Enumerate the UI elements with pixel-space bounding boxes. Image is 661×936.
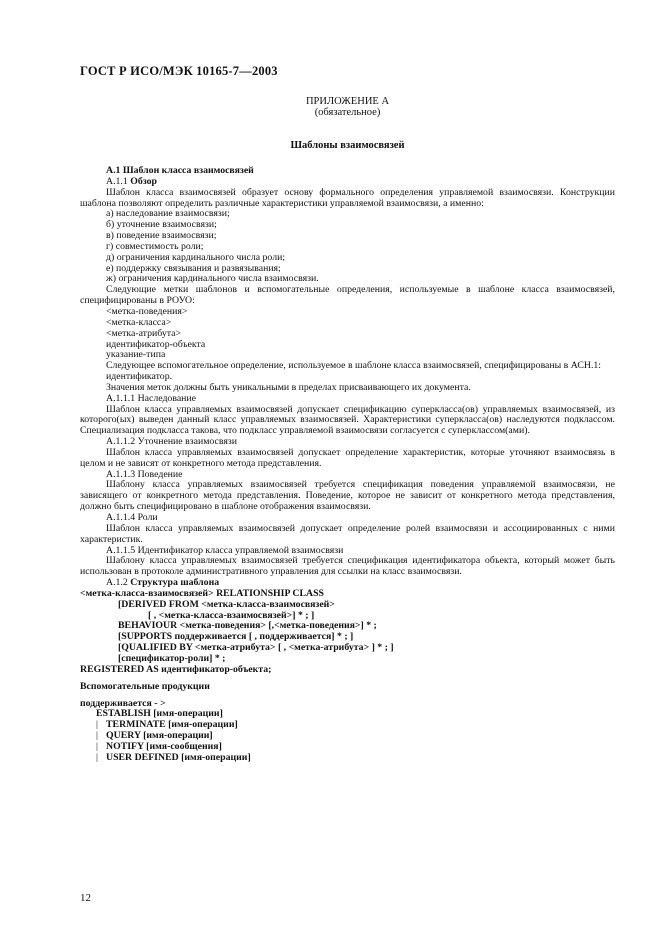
- heading-a11-title: Обзор: [130, 175, 157, 187]
- label-item: <метка-атрибута>: [106, 327, 181, 339]
- template-line: [DERIVED FROM <метка-класса-взаимосвязей>: [118, 598, 335, 610]
- appendix-subtitle: (обязательное): [314, 107, 381, 118]
- paragraph-roles: Шаблон класса управляемых взаимосвязей допускает определение ролей взаимосвязи и ассоциированных с ними характеристик.: [80, 522, 615, 545]
- heading-a115: А.1.1.5 Идентификатор класса управляемой взаимосвязи: [106, 544, 344, 556]
- aux-alt-text: USER DEFINED [имя-операции]: [106, 751, 251, 763]
- list-item: г) совместимость роли;: [106, 240, 204, 252]
- heading-a114: А.1.1.4 Роли: [106, 512, 158, 523]
- appendix-title: ПРИЛОЖЕНИЕ А: [305, 96, 390, 107]
- document-header: ГОСТ Р ИСО/МЭК 10165-7—2003: [80, 64, 278, 78]
- section-title: Шаблоны взаимосвязей: [290, 140, 405, 151]
- heading-a113: А.1.1.3 Поведение: [106, 468, 183, 480]
- label-item: указание-типа: [106, 349, 166, 361]
- paragraph-inheritance: Шаблон класса управляемых взаимосвязей допускает спецификацию суперкласса(ов) управляемых взаимосвязей, из которого(ых) выведен данный класс управляемых взаимосвязей. Характеристики суперкласса(ов) наследуются подклассом. Специализация подкласса такова, что подкласс управляемой взаимосвязи согласуется с суперклассом(ами).: [80, 403, 615, 437]
- aux-first: ESTABLISH [имя-операции]: [96, 708, 223, 720]
- page-number: 12: [80, 892, 91, 904]
- alt-bar: |: [96, 751, 98, 763]
- list-item: д) ограничения кардинального числа роли;: [106, 251, 286, 263]
- label-item: <метка-поведения>: [106, 305, 188, 317]
- paragraph-refinement: Шаблон класса управляемых взаимосвязей допускает определение характеристик, которые уточняют взаимосвязь в целом и не зависят от конкретного метода представления.: [80, 446, 615, 469]
- label-item: <метка-класса>: [106, 316, 172, 328]
- template-line: [спецификатор-роли] * ;: [118, 652, 226, 664]
- paragraph-overview: Шаблон класса взаимосвязей образует основу формального определения управляемой взаимосвязи. Конструкции шаблона позволяют определить различные характеристики управляемой взаимосвязи, а именно:: [80, 186, 615, 209]
- aux-head: поддерживается - >: [80, 697, 166, 709]
- paragraph-identifier: Шаблону класса управляемых взаимосвязей требуется спецификация идентификатора объекта, который может быть использован в протоколе административного управления для ссылки на класс взаимосвязи.: [80, 555, 615, 578]
- document-body: [80, 166, 615, 764]
- list-item: в) поведение взаимосвязи;: [106, 230, 217, 242]
- template-line: [SUPPORTS поддерживается [ , поддерживается] * ; ]: [118, 631, 354, 643]
- heading-a11-number: А.1.1: [106, 175, 128, 187]
- template-line: [QUALIFIED BY <метка-атрибута> [ , <метка-атрибута> ] * ; ]: [118, 642, 394, 654]
- paragraph-asn1: Следующее вспомогательное определение, используемое в шаблоне класса взаимосвязей, специфицированы в АСН.1:: [106, 360, 602, 372]
- aux-alt-text: NOTIFY [имя-сообщения]: [106, 740, 222, 752]
- aux-alt-text: QUERY [имя-операции]: [106, 730, 213, 742]
- alt-bar: |: [96, 719, 98, 731]
- list-item: б) уточнение взаимосвязи;: [106, 219, 217, 231]
- template-line: [ , <метка-класса-взаимосвязей>] * ; ]: [148, 609, 315, 621]
- template-line: BEHAVIOUR <метка-поведения> [,<метка-поведения>] * ;: [118, 620, 377, 632]
- heading-a12-title: Структура шаблона: [130, 577, 220, 589]
- template-line: REGISTERED AS идентификатор-объекта;: [80, 663, 272, 675]
- list-item: а) наследование взаимосвязи;: [106, 208, 230, 220]
- heading-a112: А.1.1.2 Уточнение взаимосвязи: [106, 436, 237, 448]
- paragraph-labels-intro: Следующие метки шаблонов и вспомогательные определения, используемые в шаблоне класса взаимосвязей, специфицированы в РОУО:: [80, 284, 615, 307]
- paragraph-behaviour: Шаблону класса управляемых взаимосвязей требуется спецификация поведения управляемой взаимосвязи, не зависящего от конкретного метода представления. Поведение, которое не зависит от конкретного метода представления, должно быть специфицировано в шаблоне отображения взаимосвязи.: [80, 479, 615, 513]
- paragraph-uniqueness: Значения меток должны быть уникальными в пределах присваивающего их документа.: [106, 381, 471, 393]
- list-item: е) поддержку связывания и развязывания;: [106, 262, 281, 274]
- aux-alt: [80, 753, 615, 764]
- template-line: <метка-класса-взаимосвязей> RELATIONSHIP CLASS: [80, 587, 324, 599]
- heading-a12-number: А.1.2: [106, 577, 128, 589]
- list-item: ж) ограничения кардинального числа взаимосвязи.: [106, 273, 319, 285]
- aux-alt-text: TERMINATE [имя-операции]: [106, 719, 238, 731]
- asn1-item: идентификатор.: [106, 371, 173, 383]
- alt-bar: |: [96, 740, 98, 752]
- aux-title: Вспомогательные продукции: [80, 680, 210, 692]
- label-item: идентификатор-объекта: [106, 338, 206, 350]
- heading-a111: А.1.1.1 Наследование: [106, 392, 197, 404]
- alt-bar: |: [96, 730, 98, 742]
- heading-a1: А.1 Шаблон класса взаимосвязей: [106, 165, 254, 176]
